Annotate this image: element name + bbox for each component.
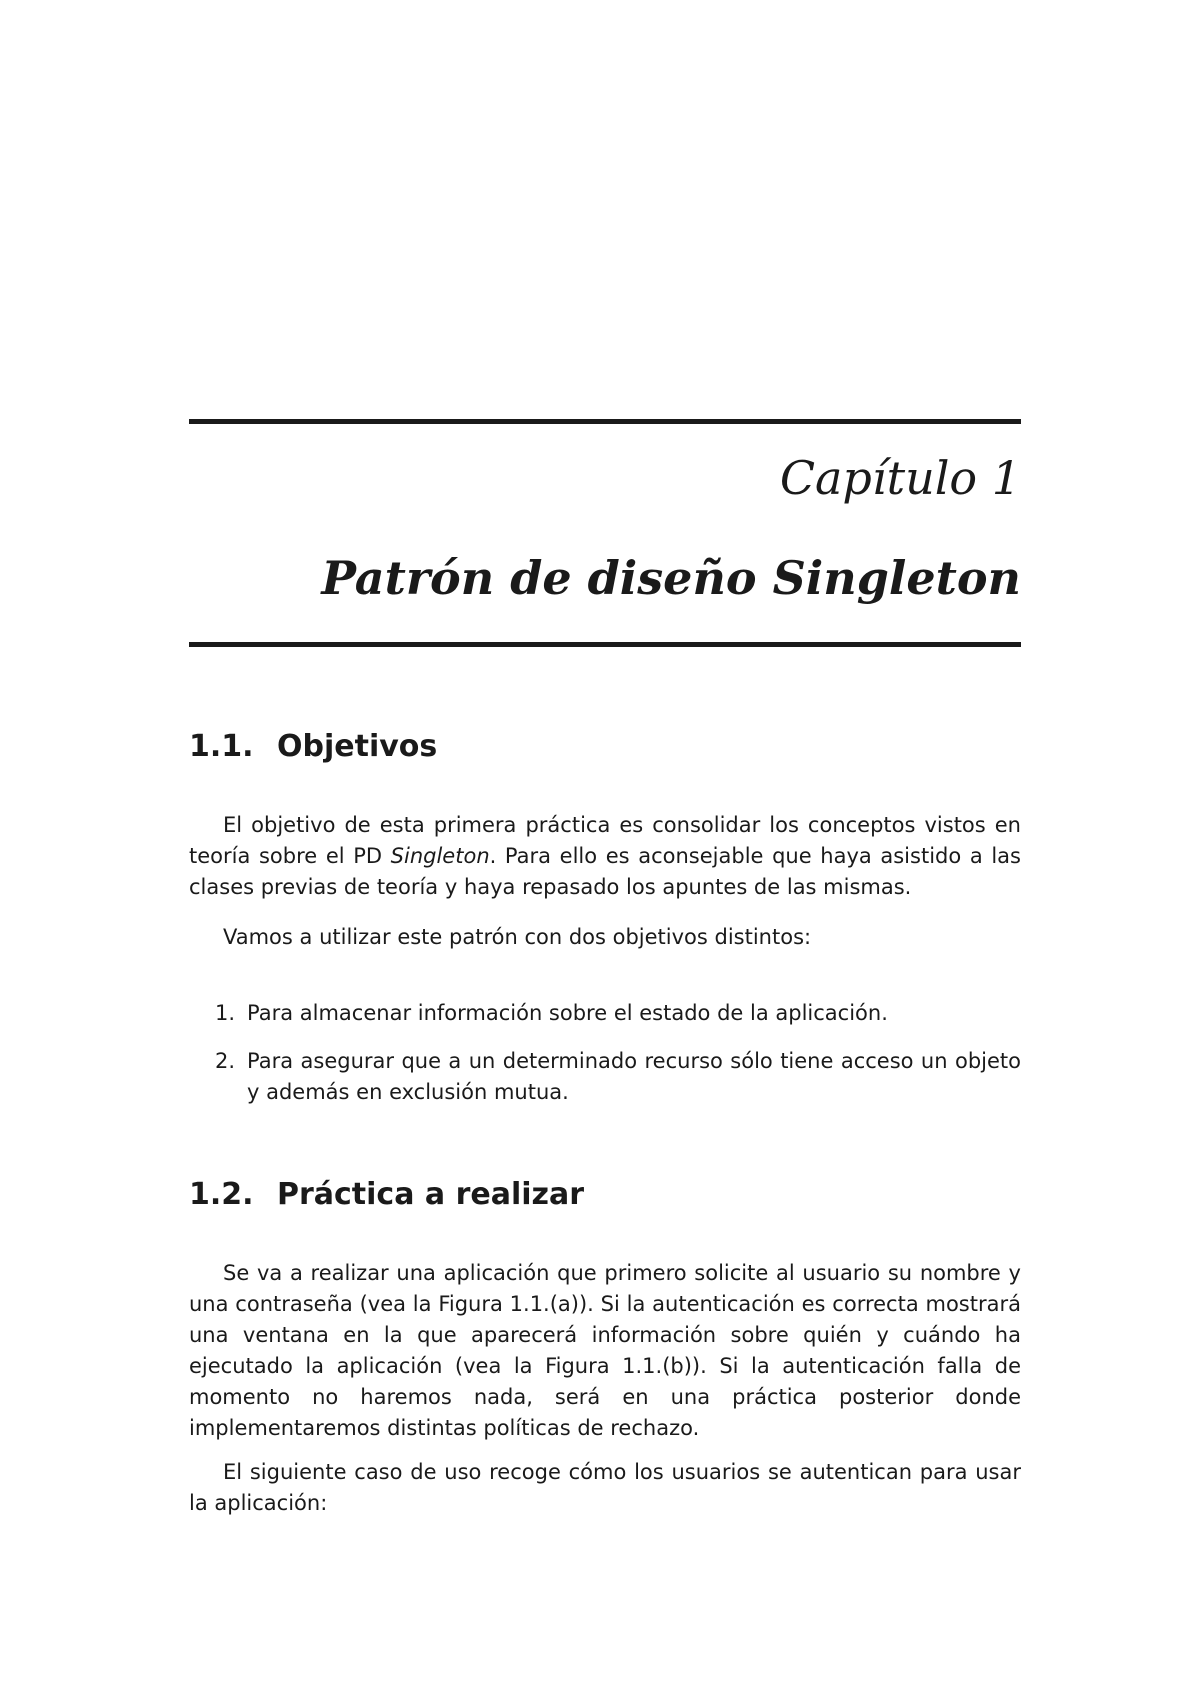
section-heading-practica (189, 1175, 584, 1215)
list-item (189, 1046, 1021, 1108)
paragraph-vamos: Vamos a utilizar este patrón con dos objetivos distintos: (223, 925, 812, 949)
section-title: Práctica a realizar (277, 1177, 585, 1212)
list-item-text: Para almacenar información sobre el estado de la aplicación. (247, 1001, 888, 1025)
paragraph-text: El objetivo de esta primera práctica es consolidar los conceptos vistos en teoría sobre el PD (189, 813, 1021, 868)
paragraph-caso-de-uso: El siguiente caso de uso recoge cómo los usuarios se autentican para usar la aplicación: (189, 1460, 1021, 1515)
list-marker: 2. (215, 1049, 236, 1073)
section-number: 1.2. (189, 1177, 254, 1212)
list-item (189, 998, 1021, 1029)
section-number: 1.1. (189, 729, 254, 764)
list-marker: 1. (215, 1001, 236, 1025)
paragraph-aplicacion: Se va a realizar una aplicación que primero solicite al usuario su nombre y una contraseña (vea la Figura 1.1.(a)). Si la autenticación es correcta mostrará una ventana en la que aparecerá información sobre quién y cuándo ha ejecutado la aplicación (vea la Figura 1.1.(b)). Si la autenticación falla de momento no haremos nada, será en una práctica posterior donde implementaremos distintas políticas de rechazo. (189, 1261, 1021, 1440)
paragraph-objetivo (189, 810, 1021, 903)
chapter-bottom-rule (189, 642, 1021, 647)
chapter-label: Capítulo 1 (779, 451, 1021, 505)
section-title: Objetivos (277, 729, 438, 764)
emphasis-singleton: Singleton (390, 844, 490, 868)
chapter-top-rule (189, 419, 1021, 424)
section-heading-objetivos (189, 727, 437, 767)
list-item-text: Para asegurar que a un determinado recurso sólo tiene acceso un objeto y además en exclusión mutua. (247, 1049, 1021, 1104)
paragraph-text: . Para ello es aconsejable que haya asistido a las clases previas de teoría y haya repasado los apuntes de las mismas. (189, 844, 1021, 899)
chapter-title: Patrón de diseño Singleton (321, 551, 1021, 605)
